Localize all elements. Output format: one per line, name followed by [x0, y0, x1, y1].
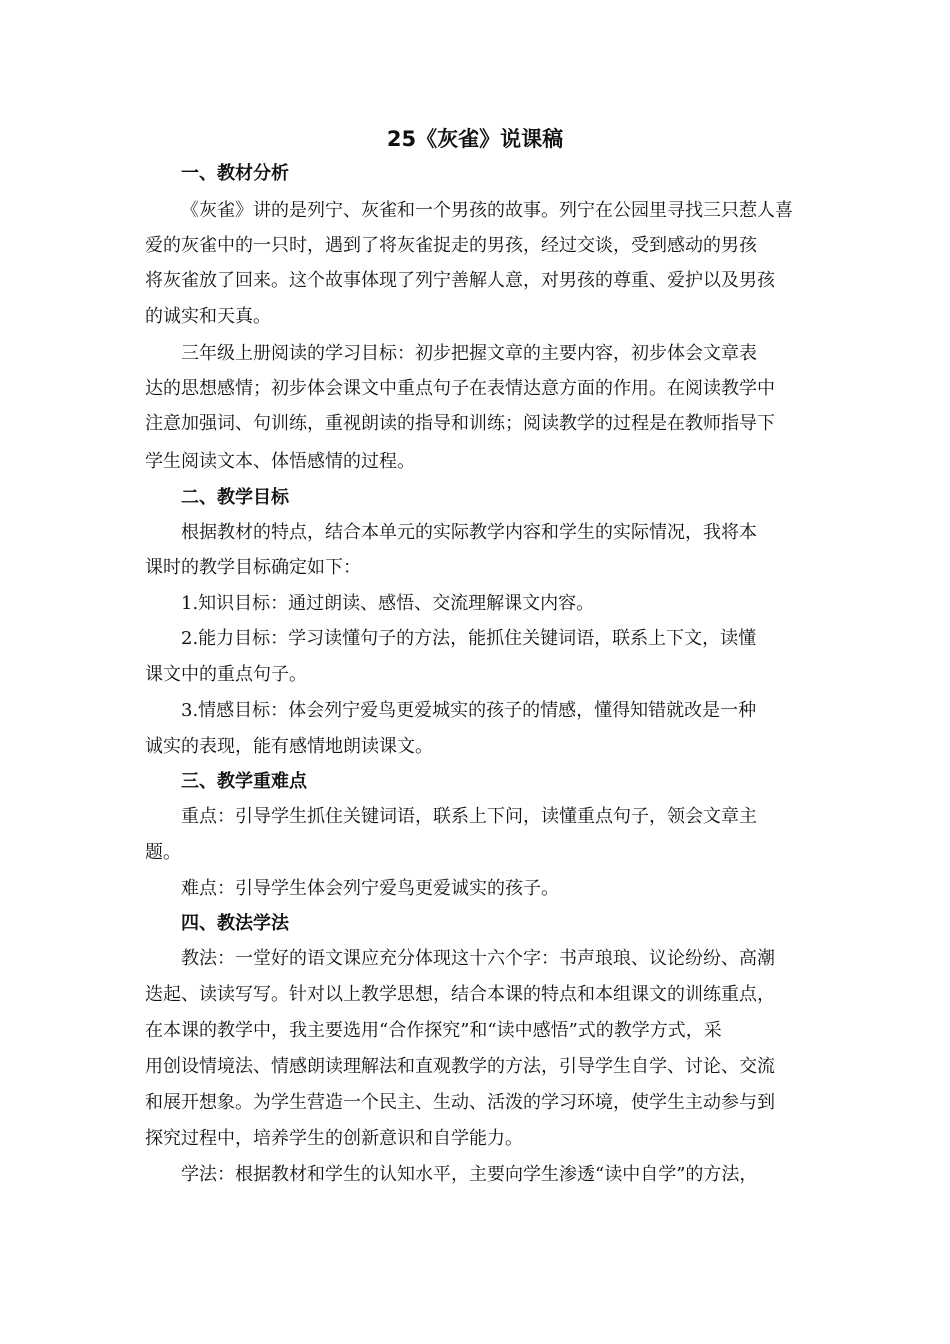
- paragraph-line: 用创设情境法、情感朗读理解法和直观教学的方法，引导学生自学、讨论、交流: [145, 1056, 775, 1077]
- list-item: 3.情感目标：体会列宁爱鸟更爱城实的孩子的情感，懂得知错就改是一种: [181, 700, 757, 721]
- paragraph-line: 《灰雀》讲的是列宁、灰雀和一个男孩的故事。列宁在公园里寻找三只惹人喜: [181, 200, 793, 221]
- paragraph-line: 迭起、读读写写。针对以上教学思想，结合本课的特点和本组课文的训练重点，: [145, 984, 775, 1005]
- paragraph-line: 三年级上册阅读的学习目标：初步把握文章的主要内容，初步体会文章表: [181, 343, 757, 364]
- paragraph-line: 难点：引导学生体会列宁爱鸟更爱诚实的孩子。: [181, 878, 559, 899]
- paragraph-line: 在本课的教学中，我主要选用“合作探究”和“读中感悟”式的教学方式，采: [145, 1020, 722, 1041]
- paragraph-line: 教法：一堂好的语文课应充分体现这十六个字：书声琅琅、议论纷纷、高潮: [181, 948, 775, 969]
- paragraph-line: 课文中的重点句子。: [145, 664, 307, 685]
- paragraph-line: 和展开想象。为学生营造一个民主、生动、活泼的学习环境，使学生主动参与到: [145, 1092, 775, 1113]
- paragraph-line: 课时的教学目标确定如下：: [145, 557, 361, 578]
- paragraph-line: 根据教材的特点，结合本单元的实际教学内容和学生的实际情况，我将本: [181, 522, 757, 543]
- list-item: 2.能力目标：学习读懂句子的方法，能抓住关键词语，联系上下文，读懂: [181, 628, 757, 649]
- section-heading: 三、教学重难点: [181, 771, 307, 792]
- paragraph-line: 学法：根据教材和学生的认知水平，主要向学生渗透“读中自学”的方法，: [181, 1164, 758, 1185]
- paragraph-line: 学生阅读文本、体悟感情的过程。: [145, 451, 415, 472]
- paragraph-line: 注意加强词、句训练，重视朗读的指导和训练；阅读教学的过程是在教师指导下: [145, 413, 775, 434]
- paragraph-line: 的诚实和天真。: [145, 306, 271, 327]
- paragraph-line: 达的思想感情；初步体会课文中重点句子在表情达意方面的作用。在阅读教学中: [145, 378, 775, 399]
- paragraph-line: 题。: [145, 842, 181, 863]
- section-heading: 四、教法学法: [181, 913, 289, 934]
- paragraph-line: 将灰雀放了回来。这个故事体现了列宁善解人意，对男孩的尊重、爱护以及男孩: [145, 270, 775, 291]
- section-heading: 一、教材分析: [181, 163, 289, 184]
- paragraph-line: 重点：引导学生抓住关键词语，联系上下问，读懂重点句子，领会文章主: [181, 806, 757, 827]
- paragraph-line: 探究过程中，培养学生的创新意识和自学能力。: [145, 1128, 523, 1149]
- section-heading: 二、教学目标: [181, 487, 289, 508]
- document-title: 25《灰雀》说课稿: [386, 127, 564, 151]
- paragraph-line: 诚实的表现，能有感情地朗读课文。: [145, 736, 433, 757]
- list-item: 1.知识目标：通过朗读、感悟、交流理解课文内容。: [181, 593, 595, 614]
- paragraph-line: 爱的灰雀中的一只时，遇到了将灰雀捉走的男孩，经过交谈，受到感动的男孩: [145, 235, 757, 256]
